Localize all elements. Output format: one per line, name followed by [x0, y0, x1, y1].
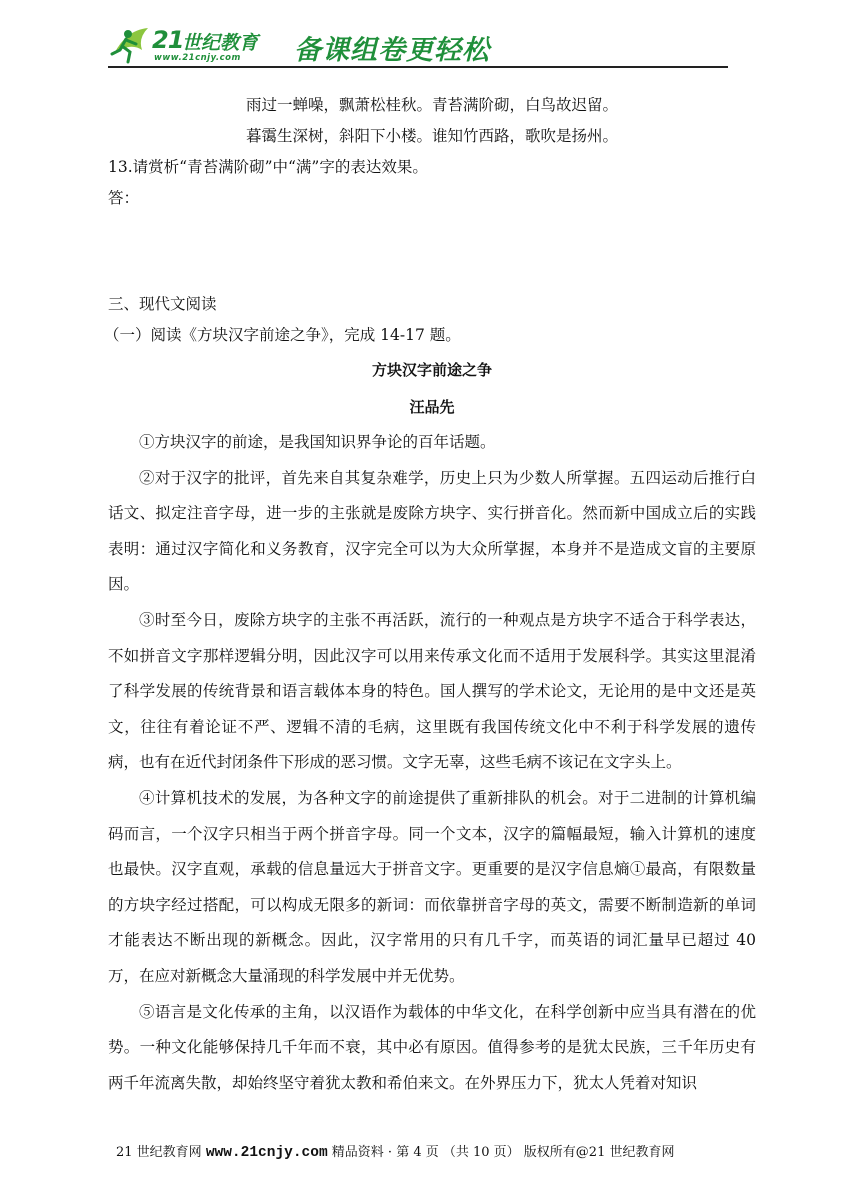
header-slogan: 备课组卷更轻松 — [294, 35, 490, 66]
page-footer — [116, 1141, 756, 1161]
footer-site: 21 世纪教育网 — [116, 1145, 202, 1160]
article-author: 汪品先 — [409, 398, 455, 416]
sub-heading: （一）阅读《方块汉字前途之争》，完成 14-17 题。 — [104, 326, 461, 344]
document-body — [104, 90, 756, 1101]
section-heading: 三、现代文阅读 — [108, 295, 217, 313]
paragraph-2: ②对于汉字的批评，首先来自其复杂难学，历史上只为少数人所掌握。五四运动后推行白话文、拟定注音字母，进一步的主张就是废除方块字、实行拼音化。然而新中国成立后的实践表明：通过汉字简化和义务教育，汉字完全可以为大众所掌握，本身并不是造成文盲的主要原因。 — [108, 468, 756, 594]
page-header — [108, 22, 728, 72]
header-divider — [108, 66, 728, 68]
paragraph-3: ③时至今日，废除方块字的主张不再活跃，流行的一种观点是方块字不适合于科学表达，不如拼音文字那样逻辑分明，因此汉字可以用来传承文化而不适用于发展科学。其实这里混淆了科学发展的传统背景和语言载体本身的特色。国人撰写的学术论文，无论用的是中文还是英文，往往有着论证不严、逻辑不清的毛病，这里既有我国传统文化中不利于科学发展的遗传病，也有在近代封闭条件下形成的恶习惯。文字无辜，这些毛病不该记在文字头上。 — [108, 610, 756, 772]
poem-line-2: 暮霭生深树，斜阳下小楼。谁知竹西路，歌吹是扬州。 — [245, 127, 618, 145]
footer-url[interactable]: www.21cnjy.com — [205, 1145, 328, 1161]
logo-number: 21 — [152, 26, 184, 54]
logo-text: 世纪教育 — [182, 32, 259, 54]
paragraph-5: ⑤语言是文化传承的主角，以汉语作为载体的中华文化，在科学创新中应当具有潜在的优势。一种文化能够保持几千年而不衰，其中必有原因。值得参考的是犹太民族，三千年历史有两千年流离失散，却始终坚守着犹太教和希伯来文。在外界压力下，犹太人凭着对知识 — [108, 1002, 756, 1092]
paragraph-1: ①方块汉字的前途，是我国知识界争论的百年话题。 — [139, 433, 496, 451]
question-13: 13.请赏析“青苔满阶砌”中“满”字的表达效果。 — [108, 158, 428, 176]
answer-label: 答： — [108, 189, 140, 207]
article-title: 方块汉字前途之争 — [371, 361, 492, 379]
logo-url: www.21cnjy.com — [154, 53, 241, 63]
footer-page-info: 精品资料 · 第 4 页 （共 10 页） 版权所有@21 世纪教育网 — [331, 1145, 675, 1160]
running-man-logo-icon — [108, 24, 152, 68]
poem-line-1: 雨过一蝉噪，飘萧松桂秋。青苔满阶砌，白鸟故迟留。 — [245, 96, 618, 114]
paragraph-4: ④计算机技术的发展，为各种文字的前途提供了重新排队的机会。对于二进制的计算机编码而言，一个汉字只相当于两个拼音字母。同一个文本，汉字的篇幅最短，输入计算机的速度也最快。汉字直观，承载的信息量远大于拼音文字。更重要的是汉字信息熵①最高，有限数量的方块字经过搭配，可以构成无限多的新词：而依靠拼音字母的英文，需要不断制造新的单词才能表达不断出现的新概念。因此，汉字常用的只有几千字，而英语的词汇量早已超过 40 万，在应对新概念大量涌现的科学发展中并无优势。 — [108, 788, 756, 985]
